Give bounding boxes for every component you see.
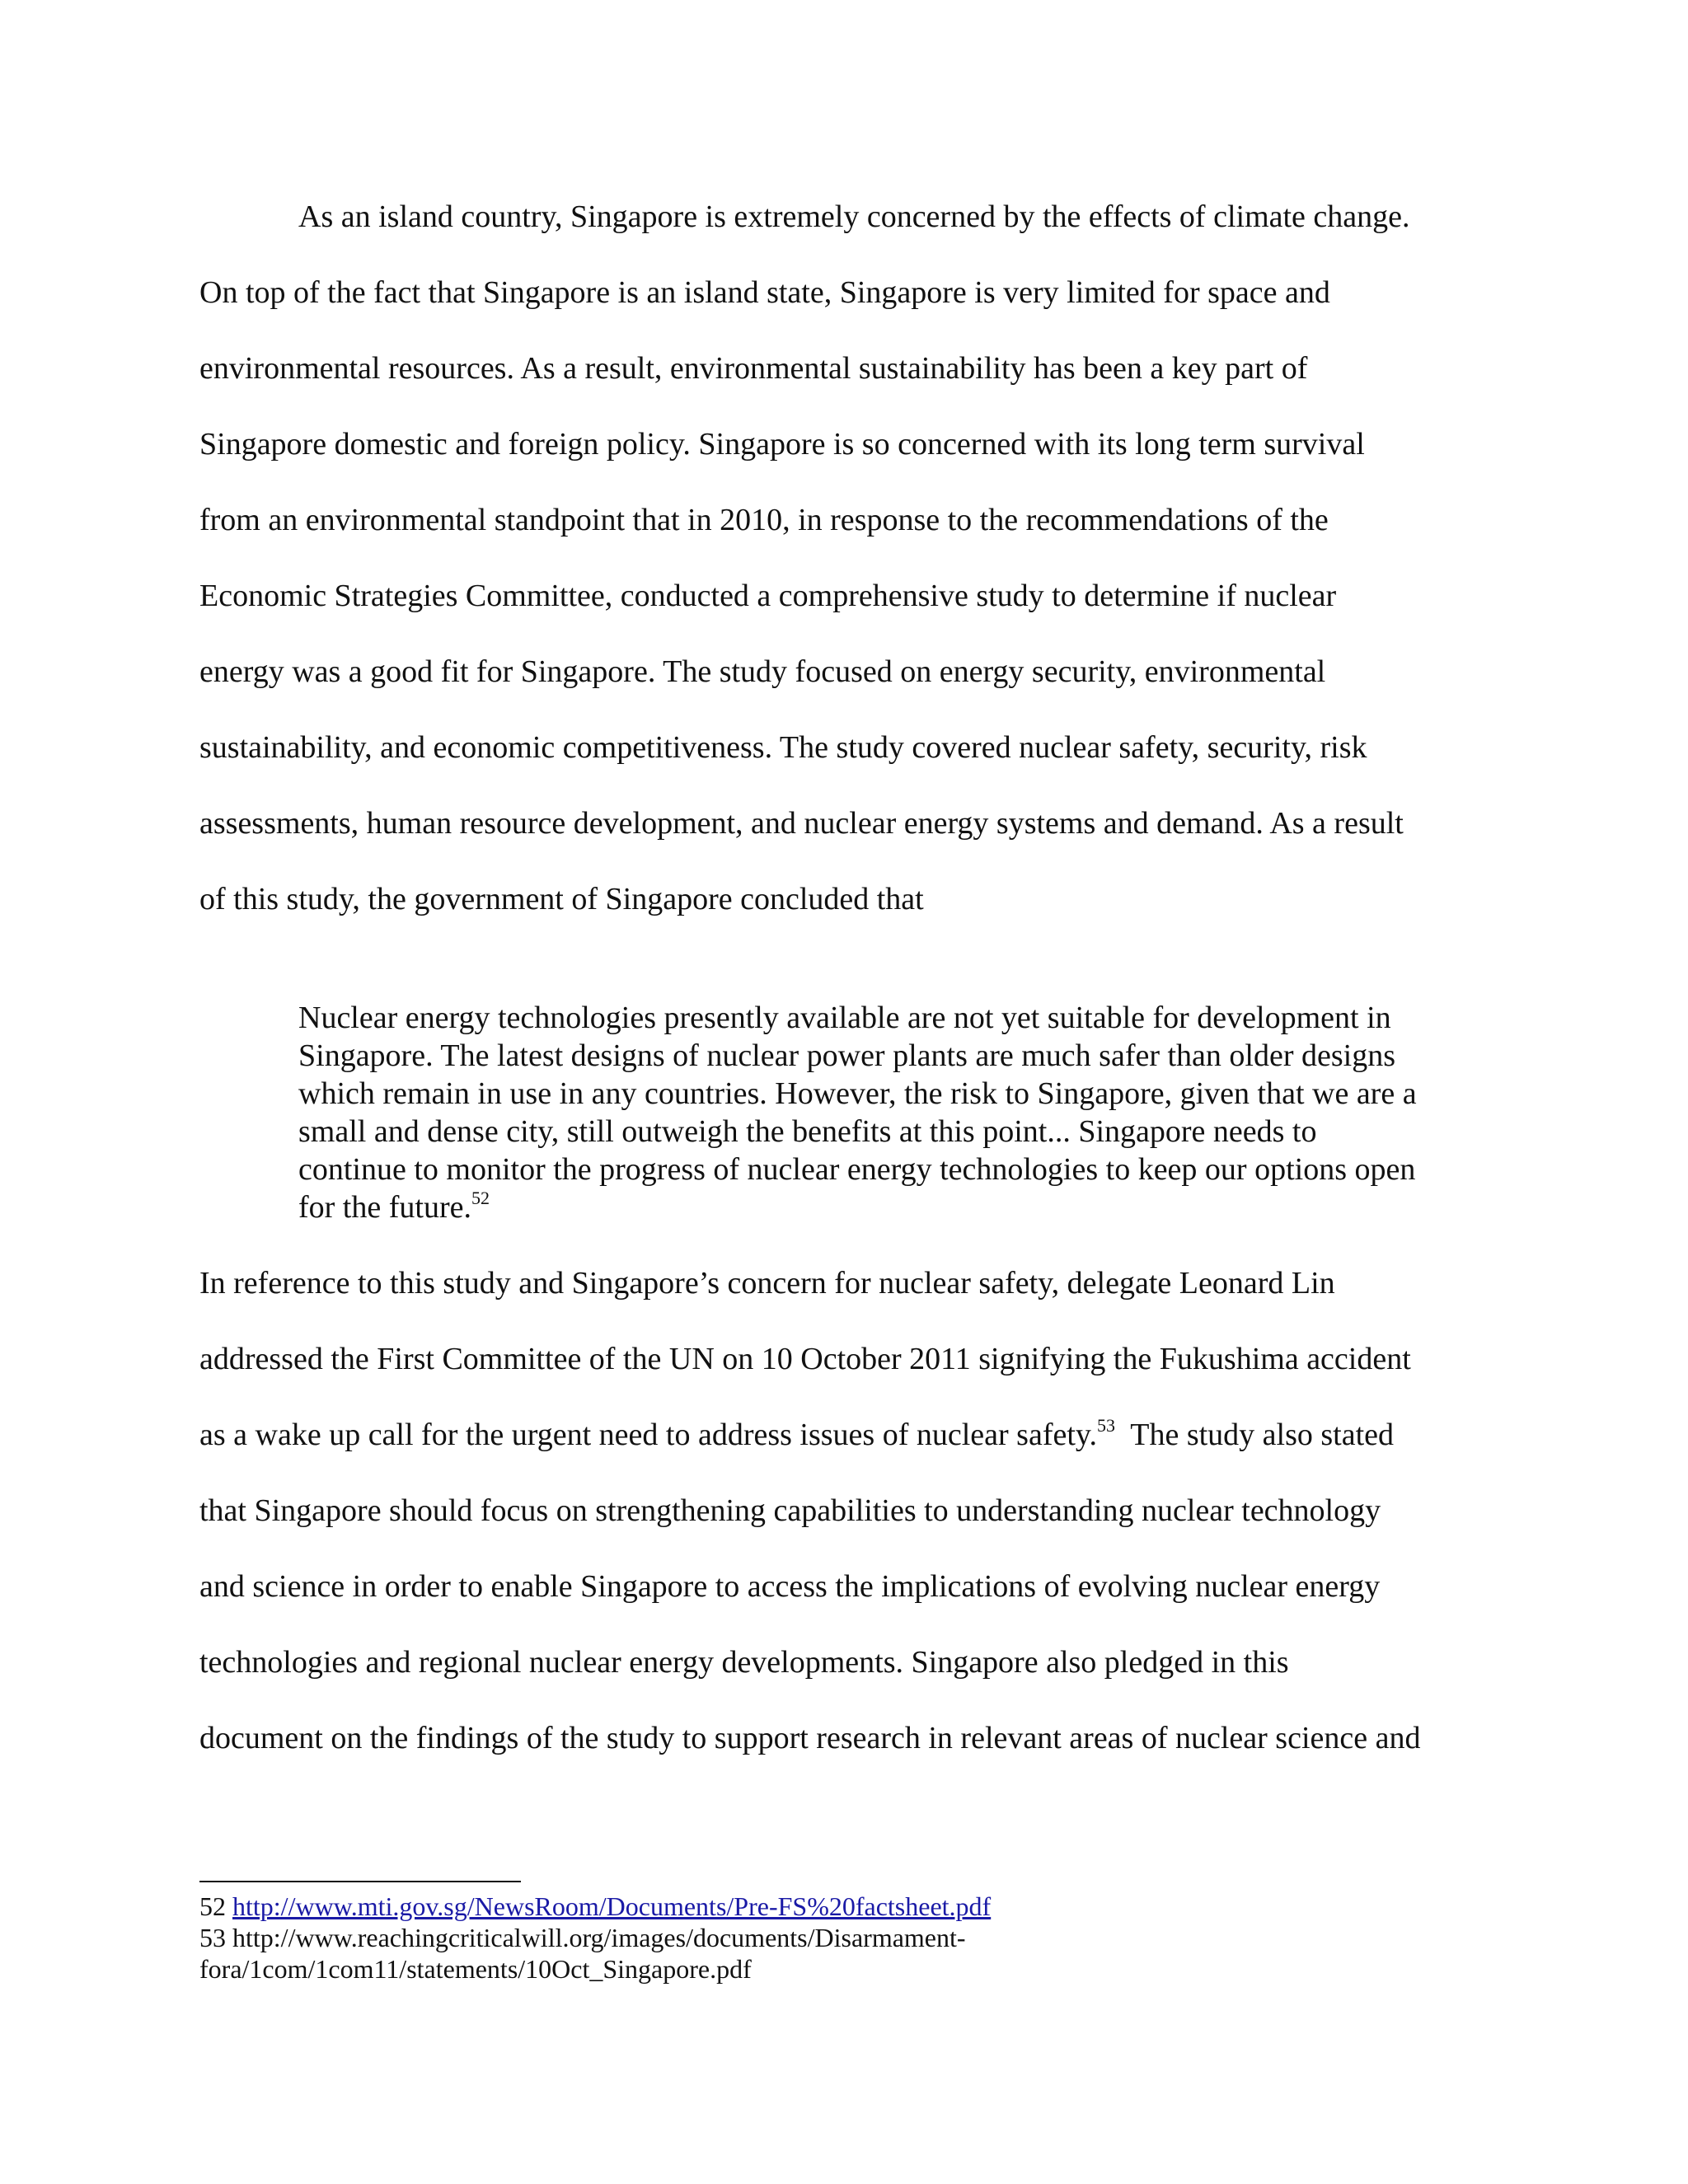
paragraph-line: environmental resources. As a result, environmental sustainability has been a key part of	[199, 351, 1308, 386]
footnote-ref-53[interactable]: 53	[1096, 1415, 1115, 1436]
footnote-number: 52	[199, 1891, 226, 1921]
paragraph-line: sustainability, and economic competitiveness. The study covered nuclear safety, security, risk	[199, 730, 1367, 765]
footnote-53	[199, 1922, 966, 1953]
quote-line: Singapore. The latest designs of nuclear power plants are much safer than older designs	[298, 1038, 1396, 1073]
quote-line: Nuclear energy technologies presently available are not yet suitable for development in	[298, 1001, 1391, 1035]
paragraph-line: of this study, the government of Singapore concluded that	[199, 882, 924, 916]
footnote-link[interactable]: http://www.mti.gov.sg/NewsRoom/Documents/Pre-FS%20factsheet.pdf	[232, 1891, 992, 1921]
paragraph-line: technologies and regional nuclear energy developments. Singapore also pledged in this	[199, 1645, 1289, 1680]
quote-line	[298, 1188, 490, 1226]
footnote-53-continued: fora/1com/1com11/statements/10Oct_Singapore.pdf	[199, 1954, 752, 1984]
paragraph-line: energy was a good fit for Singapore. The study focused on energy security, environmental	[199, 654, 1326, 689]
paragraph-text: The study also stated	[1114, 1418, 1395, 1452]
quote-line: continue to monitor the progress of nuclear energy technologies to keep our options open	[298, 1152, 1416, 1187]
footnote-url: http://www.reachingcriticalwill.org/images/documents/Disarmament-	[232, 1923, 966, 1952]
quote-line: which remain in use in any countries. However, the risk to Singapore, given that we are a	[298, 1076, 1417, 1111]
footnote-ref-52[interactable]: 52	[471, 1188, 490, 1208]
paragraph-text: as a wake up call for the urgent need to address issues of nuclear safety.	[199, 1418, 1097, 1452]
paragraph-line: As an island country, Singapore is extremely concerned by the effects of climate change.	[298, 199, 1410, 234]
footnote-separator	[199, 1881, 521, 1882]
paragraph-line	[199, 1416, 1394, 1454]
paragraph-line: On top of the fact that Singapore is an island state, Singapore is very limited for space and	[199, 275, 1330, 310]
paragraph-line: In reference to this study and Singapore’s concern for nuclear safety, delegate Leonard Lin	[199, 1266, 1335, 1301]
paragraph-line: assessments, human resource development, and nuclear energy systems and demand. As a result	[199, 806, 1404, 841]
footnote-52	[199, 1891, 991, 1922]
quote-line-text: for the future.	[298, 1190, 471, 1225]
paragraph-line: from an environmental standpoint that in 2010, in response to the recommendations of the	[199, 503, 1329, 537]
quote-line: small and dense city, still outweigh the benefits at this point... Singapore needs to	[298, 1114, 1317, 1149]
paragraph-line: and science in order to enable Singapore to access the implications of evolving nuclear energy	[199, 1569, 1381, 1604]
paragraph-line: addressed the First Committee of the UN on 10 October 2011 signifying the Fukushima accident	[199, 1342, 1411, 1376]
paragraph-line: document on the findings of the study to support research in relevant areas of nuclear science and	[199, 1721, 1421, 1755]
paragraph-line: Economic Strategies Committee, conducted a comprehensive study to determine if nuclear	[199, 579, 1337, 613]
footnote-number: 53	[199, 1923, 226, 1952]
paragraph-line: that Singapore should focus on strengthening capabilities to understanding nuclear technology	[199, 1493, 1381, 1528]
paragraph-line: Singapore domestic and foreign policy. Singapore is so concerned with its long term survival	[199, 427, 1365, 462]
